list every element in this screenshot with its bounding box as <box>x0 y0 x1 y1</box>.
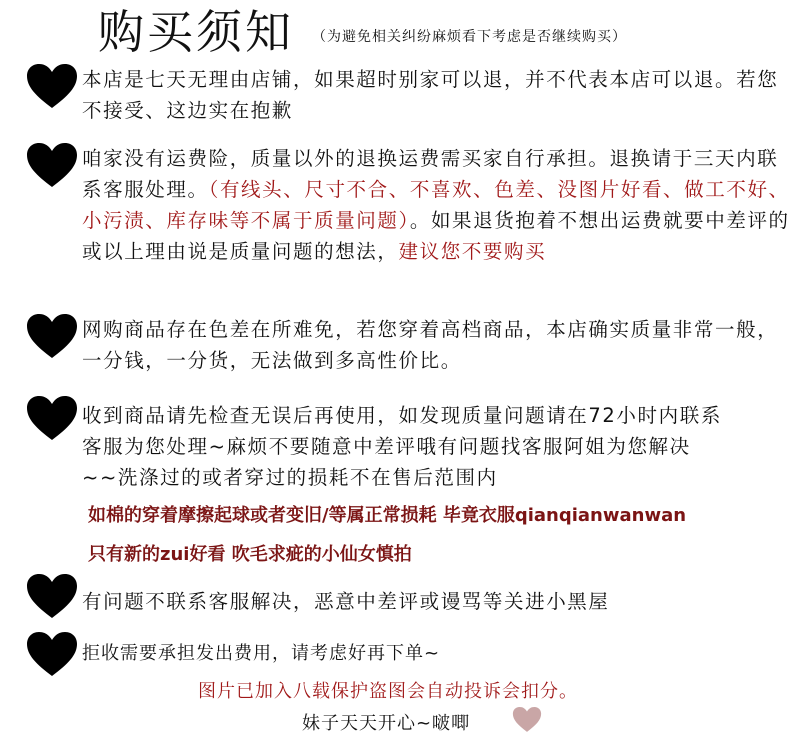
heart-icon <box>26 396 78 442</box>
notice-item-color-difference: 网购商品存在色差在所难免，若您穿着高档商品，本店确实质量非常一般，一分钱，一分货，无法做到多高性价比。 <box>82 318 779 372</box>
heart-icon <box>26 143 78 189</box>
page-title: 购买须知 <box>98 5 294 59</box>
page-subtitle: （为避免相关纠纷麻烦看下考虑是否继续购买） <box>312 29 627 45</box>
notice-item-inspection: 收到商品请先检查无误后再使用，如发现质量问题请在72小时内联系客服为您处理~麻烦不要随意中差评哦有问题找客服阿姐为您解决~~洗涤过的或者穿过的损耗不在售后范围内 <box>82 404 722 489</box>
shipping-fee-text: 咱家没有运费险，质量以外的退换运费需买家自行承担。退换请于三天内联系客服处理。 <box>82 147 779 201</box>
non-quality-issues-list: （有线头、尺寸不合、不喜欢、色差、没图片好看、做工不好、小污渍、库存味等不属于质量问题） <box>82 178 790 232</box>
purchase-warning: 建议您不要购买 <box>398 240 547 263</box>
image-protection-warning: 图片已加入八载保护盗图会自动投诉会扣分。 <box>198 681 578 702</box>
heart-icon <box>26 314 78 360</box>
heart-icon <box>26 574 78 620</box>
heart-icon <box>512 707 542 733</box>
notice-item-shipping-fee <box>82 143 794 267</box>
note-new-best: 只有新的zui好看 吹毛求疵的小仙女慎拍 <box>88 544 412 565</box>
heart-icon <box>26 64 78 110</box>
note-normal-wear: 如棉的穿着摩擦起球或者变旧/等属正常损耗 毕竟衣服qianqianwanwan <box>88 505 687 526</box>
notice-item-return-policy: 本店是七天无理由店铺，如果超时别家可以退，并不代表本店可以退。若您不接受、这边实在抱歉 <box>82 68 779 122</box>
shipping-fee-text-continued: 。如果退货抱着不想出运费就要中差评的或以上理由说是质量问题的想法， <box>82 209 790 263</box>
closing-message: 妹子天天开心~啵唧 <box>302 713 471 734</box>
notice-item-blacklist: 有问题不联系客服解决，恶意中差评或谩骂等关进小黑屋 <box>82 590 610 613</box>
notice-item-refusal: 拒收需要承担发出费用，请考虑好再下单~ <box>82 643 441 664</box>
heart-icon <box>26 632 78 678</box>
